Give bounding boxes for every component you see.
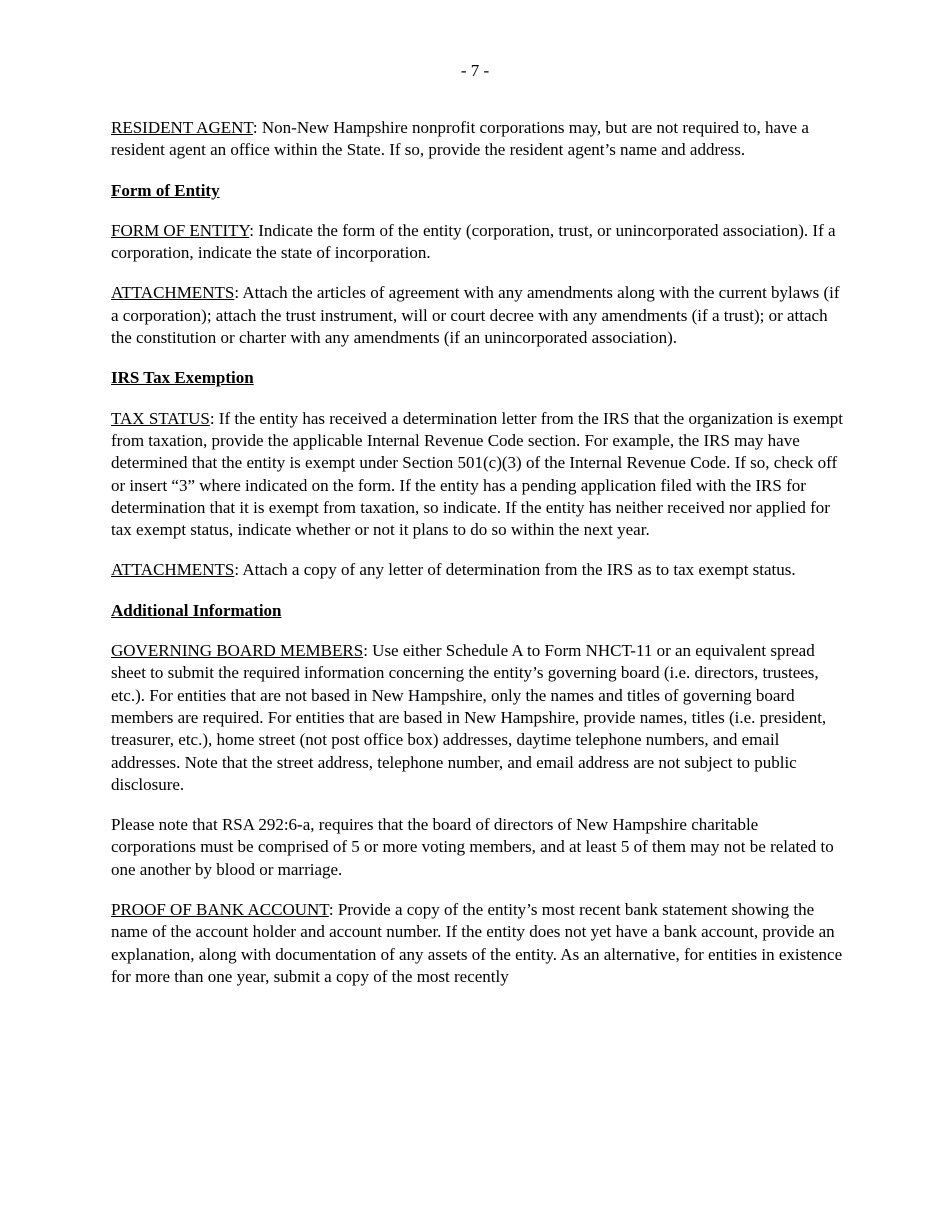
governing-board-paragraph	[111, 640, 846, 796]
form-of-entity-paragraph	[111, 220, 846, 265]
irs-tax-exemption-heading: IRS Tax Exemption	[111, 368, 254, 388]
rsa-note-paragraph: Please note that RSA 292:6-a, requires that the board of directors of New Hampshire charitable corporations must be comprised of 5 or more voting members, and at least 5 of them may not be related to one another by blood or marriage.	[111, 815, 834, 879]
form-of-entity-text: : Indicate the form of the entity (corporation, trust, or unincorporated association). If a corporation, indicate the state of incorporation.	[111, 220, 836, 263]
form-of-entity-heading: Form of Entity	[111, 180, 220, 200]
resident-agent-paragraph	[111, 117, 846, 162]
proof-of-bank-text: : Provide a copy of the entity’s most recent bank statement showing the name of the account holder and account number. If the entity does not yet have a bank account, provide an explanation, along with documentation of any assets of the entity. As an alternative, for entities in existence for more than one year, submit a copy of the most recently	[111, 900, 843, 986]
proof-of-bank-paragraph	[111, 899, 846, 988]
tax-status-paragraph	[111, 408, 846, 542]
entity-attachments-text: : Attach the articles of agreement with any amendments along with the current bylaws (if a corporation); attach the trust instrument, will or court decree with any amendments (if a trust); or attach the constitution or charter with any amendments (if an unincorporated association).	[111, 283, 840, 348]
resident-agent-term: RESIDENT AGENT	[111, 118, 253, 137]
irs-attachments-text: : Attach a copy of any letter of determination from the IRS as to tax exempt status.	[234, 560, 796, 580]
tax-status-text: : If the entity has received a determination letter from the IRS that the organization is exempt from taxation, provide the applicable Internal Revenue Code section. For example, the IRS may have determined that the entity is exempt under Section 501(c)(3) of the Internal Revenue Code. If so, check off or insert “3” where indicated on the form. If the entity has a pending application filed with the IRS for determination that it is exempt from taxation, so indicate. If the entity has neither received nor applied for tax exempt status, indicate whether or not it plans to do so within the next year.	[111, 408, 844, 540]
form-of-entity-term: FORM OF ENTITY	[111, 220, 250, 240]
irs-attachments-paragraph	[111, 559, 846, 581]
resident-agent-text: : Non-New Hampshire nonprofit corporations may, but are not required to, have a resident agent an office within the State. If so, provide the resident agent’s name and address.	[111, 118, 809, 160]
irs-attachments-term: ATTACHMENTS	[111, 560, 235, 580]
entity-attachments-term: ATTACHMENTS	[111, 283, 235, 303]
entity-attachments-paragraph	[111, 282, 846, 349]
additional-information-heading: Additional Information	[111, 600, 282, 620]
page-number: - 7 -	[460, 61, 490, 80]
tax-status-term: TAX STATUS	[111, 408, 210, 428]
governing-board-term: GOVERNING BOARD MEMBERS	[111, 641, 364, 661]
document-body	[111, 117, 846, 1006]
governing-board-text: : Use either Schedule A to Form NHCT-11 or an equivalent spread sheet to submit the required information concerning the entity’s governing board (i.e. directors, trustees, etc.). For entities that are not based in New Hampshire, only the names and titles of governing board members are required. For entities that are based in New Hampshire, provide names, titles (i.e. president, treasurer, etc.), home street (not post office box) addresses, daytime telephone numbers, and email addresses. Note that the street address, telephone number, and email address are not subject to public disclosure.	[111, 641, 827, 794]
proof-of-bank-term: PROOF OF BANK ACCOUNT	[111, 900, 329, 920]
